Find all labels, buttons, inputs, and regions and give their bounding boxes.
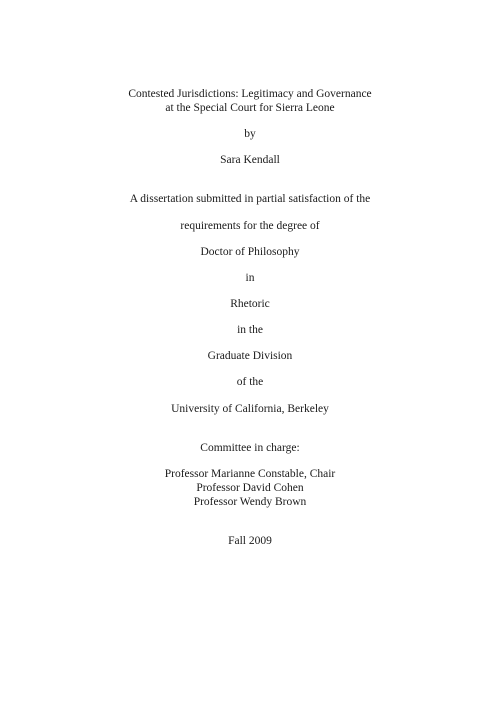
committee-member: Professor David Cohen bbox=[196, 482, 304, 494]
of-the-label: of the bbox=[236, 376, 264, 388]
in-label: in bbox=[245, 272, 255, 284]
committee-member: Professor Marianne Constable, Chair bbox=[164, 468, 336, 480]
submission-statement-line-2: requirements for the degree of bbox=[180, 220, 320, 232]
submission-statement-line-1: A dissertation submitted in partial satisfaction of the bbox=[129, 193, 371, 205]
degree-name: Doctor of Philosophy bbox=[200, 246, 300, 258]
committee-heading: Committee in charge: bbox=[200, 442, 300, 454]
committee-member: Professor Wendy Brown bbox=[193, 496, 307, 508]
dissertation-title-line-2: at the Special Court for Sierra Leone bbox=[165, 102, 335, 114]
dissertation-title-line-1: Contested Jurisdictions: Legitimacy and Governance bbox=[128, 88, 372, 100]
university-name: University of California, Berkeley bbox=[171, 403, 329, 415]
by-label: by bbox=[244, 128, 256, 140]
submission-date: Fall 2009 bbox=[228, 535, 272, 547]
division-name: Graduate Division bbox=[207, 350, 293, 362]
in-the-label: in the bbox=[237, 324, 263, 336]
author-name: Sara Kendall bbox=[220, 154, 280, 166]
field-of-study: Rhetoric bbox=[230, 298, 270, 310]
